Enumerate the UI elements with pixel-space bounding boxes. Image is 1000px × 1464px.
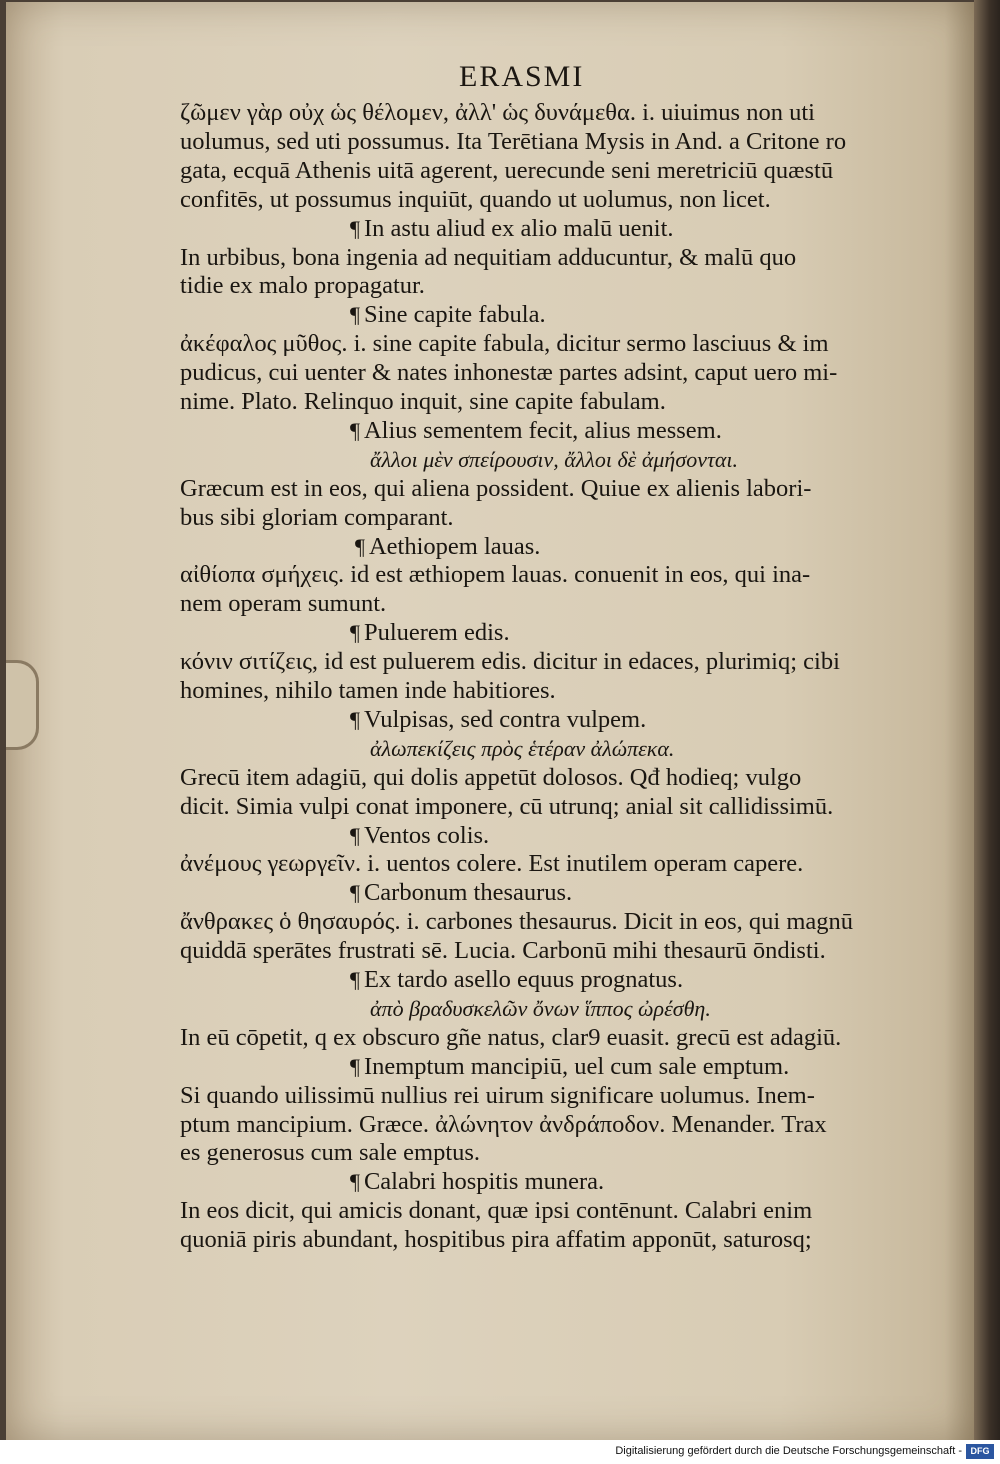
- text-line: [180, 98, 815, 128]
- line-text: Sine capite fabula.: [363, 301, 546, 329]
- pilcrow-icon: ¶: [350, 880, 360, 906]
- line-text: κόνιν σιτίζεις, id est puluerem edis. dicitur in edaces, plurimiq; cibi: [180, 648, 840, 676]
- adage-heading: [350, 965, 683, 995]
- text-line: [180, 185, 771, 215]
- line-text: dicit. Simia vulpi conat imponere, cū utrunq; anial sit callidissimū.: [180, 792, 834, 820]
- line-text: es generosus cum sale emptus.: [180, 1139, 481, 1167]
- text-line: [180, 560, 810, 590]
- pilcrow-icon: ¶: [350, 302, 360, 328]
- adage-heading: [355, 532, 540, 562]
- text-line: [180, 1138, 480, 1168]
- line-text: ἀκέφαλος μῦθος. i. sine capite fabula, dicitur sermo lasciuus & im: [180, 330, 829, 358]
- line-text: Calabri hospitis munera.: [363, 1168, 605, 1196]
- text-line: [180, 936, 826, 966]
- line-text: In astu aliud ex alio malū uenit.: [363, 214, 674, 242]
- adage-heading: [350, 618, 510, 648]
- line-text: Carbonum thesaurus.: [363, 879, 573, 907]
- line-text: nem operam sumunt.: [180, 590, 387, 618]
- text-line: [180, 474, 811, 504]
- line-text: In urbibus, bona ingenia ad nequitiam adducuntur, & malū quo: [180, 243, 797, 271]
- greek-line: [370, 994, 711, 1024]
- page-text-block: [180, 98, 920, 1254]
- line-text: Aethiopem lauas.: [368, 532, 541, 560]
- line-text: Si quando uilissimū nullius rei uirum significare uolumus. Inem-: [180, 1081, 815, 1109]
- line-text: Alius sementem fecit, alius messem.: [363, 416, 722, 444]
- book-page: [6, 2, 974, 1440]
- line-text: confitēs, ut possumus inquiūt, quando ut uolumus, non licet.: [180, 185, 771, 213]
- text-line: [180, 849, 803, 879]
- line-text: gata, ecquā Athenis uitā agerent, uerecunde seni meretriciū quæstū: [180, 156, 834, 184]
- text-line: [180, 358, 837, 388]
- line-text: homines, nihilo tamen inde habitiores.: [180, 677, 556, 704]
- footer-credit: Digitalisierung gefördert durch die Deutsche Forschungsgemeinschaft -: [615, 1445, 962, 1457]
- line-text: ἄλλοι μὲν σπείρουσιν, ἄλλοι δὲ ἀμήσονται.: [370, 446, 738, 472]
- line-text: ἄνθρακες ὁ θησαυρός. i. carbones thesaurus. Dicit in eos, qui magnū: [180, 908, 854, 936]
- page-edge-shadow: [974, 0, 1000, 1440]
- line-text: Ventos colis.: [363, 821, 490, 849]
- line-text: Vulpisas, sed contra vulpem.: [363, 705, 647, 733]
- line-text: Inemptum mancipiū, uel cum sale emptum.: [363, 1052, 790, 1080]
- text-line: [180, 243, 796, 273]
- line-text: bus sibi gloriam comparant.: [180, 503, 454, 531]
- text-line: [180, 792, 833, 822]
- adage-heading: [350, 214, 674, 244]
- pilcrow-icon: ¶: [350, 417, 360, 443]
- text-line: [180, 387, 666, 417]
- text-line: [180, 763, 801, 793]
- line-text: ἀνέμους γεωργεῖν. i. uentos colere. Est inutilem operam capere.: [180, 850, 804, 878]
- line-text: Ex tardo asello equus prognatus.: [363, 966, 684, 993]
- text-line: [180, 589, 386, 619]
- pilcrow-icon: ¶: [350, 1169, 360, 1195]
- line-text: nime. Plato. Relinquo inquit, sine capite fabulam.: [180, 388, 666, 415]
- line-text: tidie ex malo propagatur.: [180, 272, 425, 300]
- text-line: [180, 503, 454, 533]
- text-line: [180, 127, 846, 157]
- adage-heading: [350, 300, 546, 330]
- adage-heading: [350, 878, 572, 908]
- pilcrow-icon: ¶: [350, 1053, 360, 1079]
- text-line: [180, 676, 556, 706]
- text-line: [180, 647, 840, 677]
- text-line: [180, 1023, 841, 1053]
- text-line: [180, 1110, 827, 1140]
- pilcrow-icon: ¶: [355, 533, 365, 559]
- text-line: [180, 329, 829, 359]
- line-text: In eū cōpetit, q ex obscuro gñe natus, clar9 euasit. grecū est adagiū.: [180, 1023, 842, 1051]
- line-text: ἀπὸ βραδυσκελῶν ὄνων ἵππος ὠρέσθη.: [370, 995, 711, 1021]
- adage-heading: [350, 416, 722, 446]
- binding-strap: [6, 660, 39, 750]
- dfg-logo: DFG: [966, 1444, 994, 1459]
- text-line: [180, 1196, 812, 1226]
- greek-line: [370, 445, 738, 475]
- line-text: Puluerem edis.: [363, 619, 510, 647]
- pilcrow-icon: ¶: [350, 215, 360, 241]
- adage-heading: [350, 821, 489, 851]
- adage-heading: [350, 1052, 789, 1082]
- digitization-footer: [0, 1440, 1000, 1464]
- line-text: ptum mancipium. Græce. ἀλώνητον ἀνδράποδον. Menander. Trax: [180, 1110, 827, 1138]
- adage-heading: [350, 1167, 604, 1197]
- adage-heading: [350, 705, 646, 735]
- pilcrow-icon: ¶: [350, 706, 360, 732]
- line-text: quiddā sperātes frustrati sē. Lucia. Carbonū mihi thesaurū ōndisti.: [180, 937, 826, 965]
- line-text: Græcum est in eos, qui aliena possident. Quiue ex alienis labori-: [180, 474, 812, 502]
- running-head: ERASMI: [459, 60, 585, 93]
- line-text: uolumus, sed uti possumus. Ita Terētiana Mysis in And. a Critone ro: [180, 127, 847, 155]
- line-text: quoniā piris abundant, hospitibus pira affatim apponūt, saturosq;: [180, 1226, 812, 1254]
- line-text: ἀλωπεκίζεις πρὸς ἑτέραν ἀλώπεκα.: [370, 735, 675, 761]
- text-line: [180, 1225, 812, 1255]
- pilcrow-icon: ¶: [350, 620, 360, 646]
- text-line: [180, 907, 853, 937]
- line-text: In eos dicit, qui amicis donant, quæ ipsi contēnunt. Calabri enim: [180, 1197, 813, 1225]
- line-text: ζῶμεν γὰρ οὐχ ὡς θέλομεν, ἀλλ' ὡς δυνάμεθα. i. uiuimus non uti: [180, 99, 815, 126]
- pilcrow-icon: ¶: [350, 822, 360, 848]
- line-text: αἰθίοπα σμήχεις. id est æthiopem lauas. conuenit in eos, qui ina-: [180, 561, 811, 589]
- text-line: [180, 271, 425, 301]
- line-text: pudicus, cui uenter & nates inhonestæ partes adsint, caput uero mi-: [180, 359, 838, 387]
- text-line: [180, 156, 833, 186]
- line-text: Grecū item adagiū, qui dolis appetūt dolosos. Qđ hodieq; vulgo: [180, 763, 802, 791]
- greek-line: [370, 734, 674, 764]
- text-line: [180, 1081, 815, 1111]
- pilcrow-icon: ¶: [350, 967, 360, 992]
